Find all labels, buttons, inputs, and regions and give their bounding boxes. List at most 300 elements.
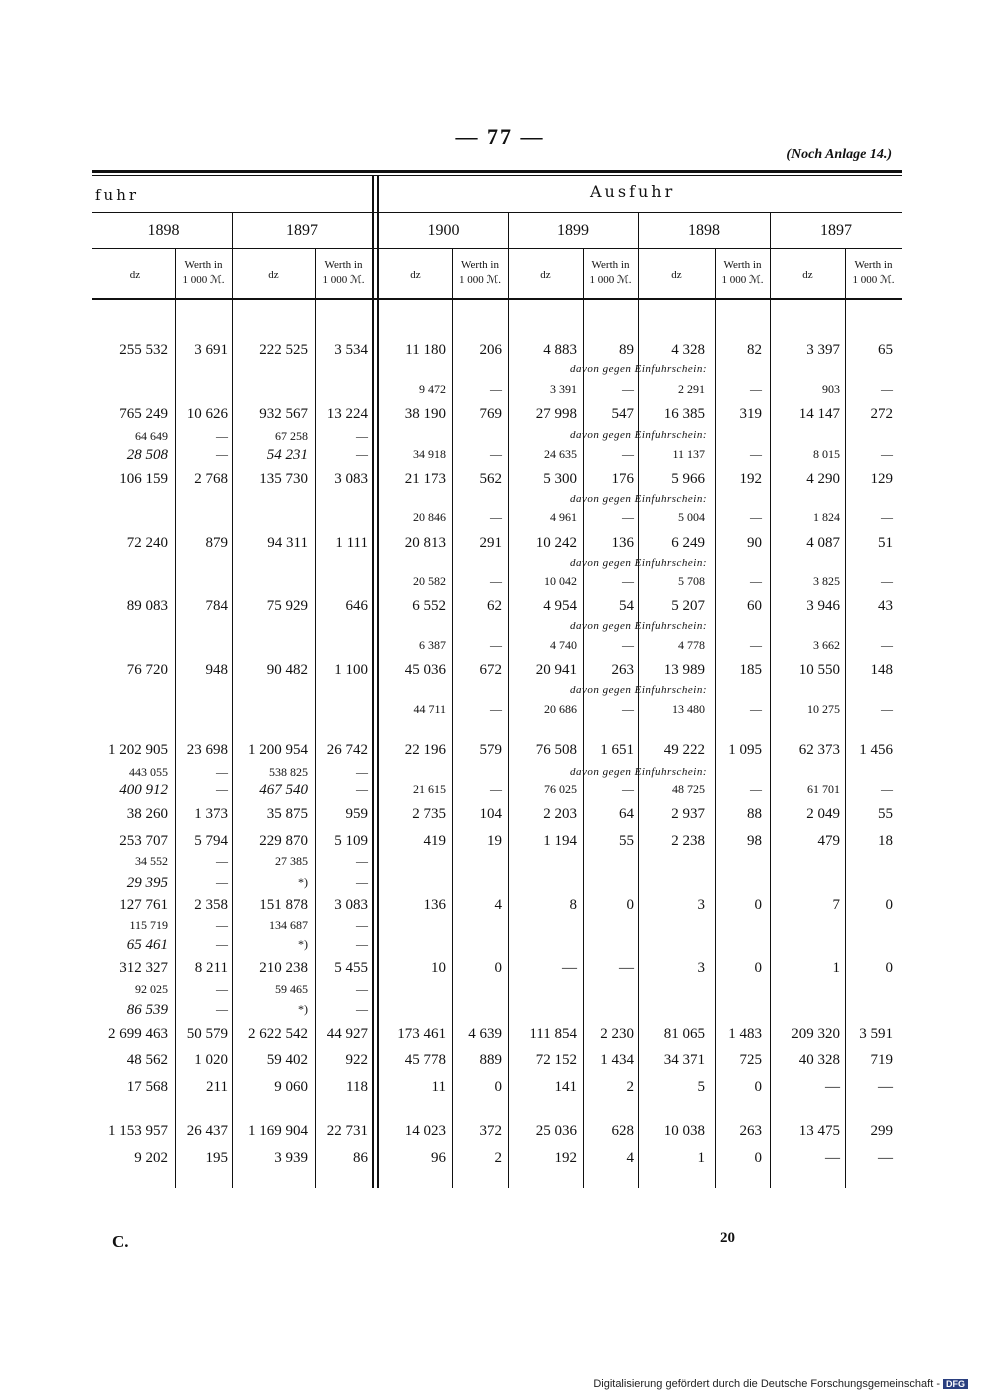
table-cell: 579	[479, 742, 502, 758]
table-cell: 2 768	[194, 471, 228, 487]
table-cell: 59 402	[266, 1052, 308, 1068]
table-cell: 5	[697, 1079, 705, 1095]
table-cell: 45 036	[404, 662, 446, 678]
header-rule	[92, 298, 902, 300]
table-cell: 22 196	[404, 742, 446, 758]
table-cell: 3	[697, 960, 705, 976]
table-cell: 20 941	[535, 662, 577, 678]
signature-mark: C.	[112, 1232, 129, 1251]
table-cell: 206	[479, 342, 502, 358]
subcol-divider	[175, 248, 176, 1188]
table-cell: 419	[423, 833, 446, 849]
table-cell: —	[216, 447, 228, 461]
table-cell: 76 508	[535, 742, 577, 758]
table-cell: 5 966	[671, 471, 705, 487]
table-cell: —	[490, 638, 502, 652]
table-cell: —	[356, 854, 368, 868]
table-cell: 13 224	[326, 406, 368, 422]
table-cell: —	[356, 765, 368, 779]
table-cell: 13 989	[663, 662, 705, 678]
table-cell: 7	[832, 897, 840, 913]
table-cell: 48 725	[672, 782, 705, 796]
table-cell: 72 152	[535, 1052, 577, 1068]
table-cell: 6 552	[412, 598, 446, 614]
table-cell: 255 532	[119, 342, 168, 358]
table-cell: 4 740	[550, 638, 577, 652]
table-cell: 9 472	[419, 382, 446, 396]
table-cell: 9 202	[134, 1150, 168, 1166]
table-cell: —	[356, 875, 368, 889]
table-cell: —	[622, 574, 634, 588]
table-cell: 562	[479, 471, 502, 487]
table-cell: 3 939	[274, 1150, 308, 1166]
table-cell: 148	[870, 662, 893, 678]
table-cell: 135 730	[259, 471, 308, 487]
table-cell: —	[619, 960, 634, 976]
table-cell: 3 391	[550, 382, 577, 396]
table-cell: 1	[832, 960, 840, 976]
digitization-credit: Digitalisierung gefördert durch die Deutsche Forschungsgemeinschaft - DFG	[593, 1378, 968, 1390]
subcol-divider	[583, 248, 584, 1188]
table-cell: 65	[878, 342, 893, 358]
table-cell: 210 238	[259, 960, 308, 976]
table-cell: 719	[870, 1052, 893, 1068]
table-cell: 11 137	[672, 447, 705, 461]
table-cell: 3 083	[334, 471, 368, 487]
import-title: fuhr	[95, 186, 140, 204]
table-cell: 3 825	[813, 574, 840, 588]
table-cell: 272	[870, 406, 893, 422]
table-cell: 1 153 957	[108, 1123, 168, 1139]
table-cell: 0	[754, 960, 762, 976]
table-cell: 27 998	[535, 406, 577, 422]
table-cell: 60	[747, 598, 762, 614]
table-cell: —	[881, 510, 893, 524]
table-cell: 151 878	[259, 897, 308, 913]
table-cell: 55	[619, 833, 634, 849]
table-cell: 784	[205, 598, 228, 614]
year-rule	[92, 248, 902, 249]
table-cell: —	[622, 782, 634, 796]
table-cell: 62 373	[798, 742, 840, 758]
table-cell: 104	[479, 806, 502, 822]
col-divider	[770, 212, 771, 1188]
year-header: 1900	[427, 222, 460, 239]
table-cell: 209 320	[791, 1026, 840, 1042]
table-cell: 3 662	[813, 638, 840, 652]
table-cell: —	[622, 447, 634, 461]
year-header: 1898	[688, 222, 720, 239]
table-cell: 0	[494, 960, 502, 976]
table-cell: 49 222	[663, 742, 705, 758]
table-cell: 89	[619, 342, 634, 358]
table-cell: —	[750, 702, 762, 716]
table-cell: 86 539	[126, 1002, 168, 1018]
table-cell: 0	[754, 1079, 762, 1095]
table-cell: 1 194	[543, 833, 577, 849]
table-cell: 4 639	[468, 1026, 502, 1042]
table-cell: 24 635	[544, 447, 577, 461]
table-cell: 5 207	[671, 598, 705, 614]
table-cell: 20 686	[544, 702, 577, 716]
table-cell: 64	[619, 806, 634, 822]
table-cell: 38 190	[404, 406, 446, 422]
table-cell: 34 371	[663, 1052, 705, 1068]
table-cell: 21 615	[413, 782, 446, 796]
table-cell: 17 568	[126, 1079, 168, 1095]
table-cell: 76 025	[544, 782, 577, 796]
value-column-header: Werth in 1 000 ℳ.	[322, 259, 365, 286]
table-cell: 111 854	[529, 1026, 577, 1042]
table-cell: 2 358	[194, 897, 228, 913]
table-cell: 59 465	[275, 982, 308, 996]
table-cell: —	[750, 382, 762, 396]
table-cell: 6 387	[419, 638, 446, 652]
table-cell: 263	[739, 1123, 762, 1139]
year-header: 1897	[820, 222, 852, 239]
table-cell: 4 954	[543, 598, 577, 614]
table-cell: 769	[479, 406, 502, 422]
table-cell: 72 240	[126, 535, 168, 551]
table-cell: 115 719	[129, 918, 168, 932]
table-cell: 48 562	[126, 1052, 168, 1068]
table-cell: 2	[626, 1079, 634, 1095]
table-cell: 27 385	[275, 854, 308, 868]
table-cell: 0	[494, 1079, 502, 1095]
table-cell: 2 291	[678, 382, 705, 396]
table-cell: 4 778	[678, 638, 705, 652]
davon-note: davon gegen Einfuhrschein:	[570, 684, 708, 696]
table-cell: 26 742	[326, 742, 368, 758]
table-cell: 4 328	[671, 342, 705, 358]
table-cell: 4 290	[806, 471, 840, 487]
title-rule	[92, 212, 902, 213]
table-cell: 253 707	[119, 833, 168, 849]
year-header: 1898	[147, 222, 180, 239]
table-cell: 1 100	[334, 662, 368, 678]
table-cell: 61 701	[807, 782, 840, 796]
table-cell: —	[878, 1150, 893, 1166]
table-cell: 672	[479, 662, 502, 678]
table-cell: —	[881, 447, 893, 461]
table-cell: 0	[885, 960, 893, 976]
table-cell: 479	[817, 833, 840, 849]
table-cell: 90	[747, 535, 762, 551]
table-cell: 192	[554, 1150, 577, 1166]
table-cell: 0	[626, 897, 634, 913]
table-cell: 86	[353, 1150, 368, 1166]
table-cell: 62	[487, 598, 502, 614]
table-cell: —	[881, 382, 893, 396]
table-cell: —	[356, 1002, 368, 1016]
table-cell: 4	[494, 897, 502, 913]
table-cell: 4 961	[550, 510, 577, 524]
divider-right	[377, 176, 379, 1188]
table-cell: —	[490, 510, 502, 524]
table-cell: —	[216, 1002, 228, 1016]
table-cell: 3 946	[806, 598, 840, 614]
table-cell: 2 937	[671, 806, 705, 822]
table-cell: 2 230	[600, 1026, 634, 1042]
dz-column-header: dz	[268, 269, 279, 281]
table-cell: —	[750, 447, 762, 461]
table-cell: 176	[611, 471, 634, 487]
table-cell: 26 437	[186, 1123, 228, 1139]
table-cell: 51	[878, 535, 893, 551]
table-cell: 136	[423, 897, 446, 913]
table-cell: —	[622, 510, 634, 524]
col-divider	[508, 212, 509, 1188]
export-title: Ausfuhr	[590, 182, 676, 201]
col-divider	[232, 212, 233, 1188]
table-cell: 127 761	[119, 897, 168, 913]
table-cell: —	[750, 782, 762, 796]
table-cell: 2 203	[543, 806, 577, 822]
table-cell: —	[881, 638, 893, 652]
table-cell: 45 778	[404, 1052, 446, 1068]
table-cell: 1 434	[600, 1052, 634, 1068]
table-cell: 547	[611, 406, 634, 422]
table-cell: —	[356, 937, 368, 951]
table-cell: 0	[885, 897, 893, 913]
table-cell: 1 020	[194, 1052, 228, 1068]
table-cell: —	[750, 574, 762, 588]
subcol-divider	[315, 248, 316, 1188]
table-cell: 932 567	[259, 406, 308, 422]
table-cell: 5 794	[194, 833, 228, 849]
table-cell: 263	[611, 662, 634, 678]
table-cell: 65 461	[126, 937, 168, 953]
table-cell: 889	[479, 1052, 502, 1068]
year-header: 1899	[557, 222, 589, 239]
top-rule	[92, 170, 902, 173]
table-cell: 23 698	[186, 742, 228, 758]
table-cell: 628	[611, 1123, 634, 1139]
table-cell: 20 813	[404, 535, 446, 551]
table-cell: 6 249	[671, 535, 705, 551]
davon-note: davon gegen Einfuhrschein:	[570, 620, 708, 632]
table-cell: 96	[431, 1150, 446, 1166]
table-cell: 141	[554, 1079, 577, 1095]
dz-column-header: dz	[540, 269, 551, 281]
table-cell: 538 825	[269, 765, 308, 779]
table-cell: 118	[346, 1079, 368, 1095]
table-cell: 20 846	[413, 510, 446, 524]
table-cell: 1 200 954	[248, 742, 308, 758]
table-cell: 134 687	[269, 918, 308, 932]
table-cell: 229 870	[259, 833, 308, 849]
table-cell: 106 159	[119, 471, 168, 487]
table-cell: 43	[878, 598, 893, 614]
table-cell: 89 083	[126, 598, 168, 614]
table-cell: 5 455	[334, 960, 368, 976]
table-cell: 21 173	[404, 471, 446, 487]
table-cell: 211	[206, 1079, 228, 1095]
table-cell: 129	[870, 471, 893, 487]
table-cell: 3 534	[334, 342, 368, 358]
col-divider	[638, 212, 639, 1188]
table-cell: 98	[747, 833, 762, 849]
table-cell: 64 649	[135, 429, 168, 443]
table-cell: 3	[697, 897, 705, 913]
table-cell: 400 912	[119, 782, 168, 798]
table-cell: —	[216, 782, 228, 796]
table-cell: 50 579	[186, 1026, 228, 1042]
table-cell: 879	[205, 535, 228, 551]
table-cell: 19	[487, 833, 502, 849]
table-cell: —	[825, 1150, 840, 1166]
table-cell: 10	[431, 960, 446, 976]
table-cell: —	[216, 982, 228, 996]
table-cell: 40 328	[798, 1052, 840, 1068]
table-cell: 10 275	[807, 702, 840, 716]
table-cell: 14 023	[404, 1123, 446, 1139]
table-cell: 11	[431, 1079, 446, 1095]
divider-left	[372, 176, 374, 1188]
table-cell: 136	[611, 535, 634, 551]
table-cell: 0	[754, 1150, 762, 1166]
table-cell: —	[490, 382, 502, 396]
table-cell: 443 055	[129, 765, 168, 779]
table-cell: 3 591	[859, 1026, 893, 1042]
table-cell: 948	[205, 662, 228, 678]
table-cell: 90 482	[266, 662, 308, 678]
table-cell: —	[750, 638, 762, 652]
table-cell: 903	[822, 382, 840, 396]
table-cell: —	[356, 447, 368, 461]
table-cell: 9 060	[274, 1079, 308, 1095]
table-cell: —	[622, 702, 634, 716]
table-cell: 765 249	[119, 406, 168, 422]
table-cell: —	[216, 875, 228, 889]
table-cell: —	[490, 574, 502, 588]
table-cell: 13 480	[672, 702, 705, 716]
subcol-divider	[452, 248, 453, 1188]
table-cell: 82	[747, 342, 762, 358]
table-cell: 291	[479, 535, 502, 551]
dz-column-header: dz	[129, 269, 141, 281]
table-cell: 54	[619, 598, 634, 614]
table-cell: 5 004	[678, 510, 705, 524]
table-cell: —	[490, 447, 502, 461]
table-cell: 35 875	[266, 806, 308, 822]
table-cell: 29 395	[126, 875, 168, 891]
table-cell: —	[216, 765, 228, 779]
table-cell: 1 095	[728, 742, 762, 758]
table-cell: 2 622 542	[248, 1026, 308, 1042]
table-cell: 34 552	[135, 854, 168, 868]
table-cell: —	[356, 982, 368, 996]
table-cell: —	[750, 510, 762, 524]
table-cell: 94 311	[267, 535, 308, 551]
table-cell: —	[356, 429, 368, 443]
table-cell: 28 508	[126, 447, 168, 463]
table-cell: 5 708	[678, 574, 705, 588]
table-cell: 34 918	[413, 447, 446, 461]
table-cell: 3 397	[806, 342, 840, 358]
table-cell: *)	[298, 1002, 308, 1016]
table-cell: 959	[345, 806, 368, 822]
table-cell: 10 626	[186, 406, 228, 422]
davon-note: davon gegen Einfuhrschein:	[570, 766, 708, 778]
value-column-header: Werth in 1 000 ℳ.	[589, 259, 632, 286]
table-cell: 173 461	[397, 1026, 446, 1042]
table-cell: 54 231	[266, 447, 308, 463]
davon-note: davon gegen Einfuhrschein:	[570, 493, 708, 505]
table-cell: 10 242	[535, 535, 577, 551]
table-cell: 195	[205, 1150, 228, 1166]
table-cell: 4 087	[806, 535, 840, 551]
table-cell: —	[881, 702, 893, 716]
table-cell: 18	[878, 833, 893, 849]
table-cell: —	[878, 1079, 893, 1095]
table-cell: 2 238	[671, 833, 705, 849]
page-number: — 77 —	[455, 124, 545, 149]
davon-note: davon gegen Einfuhrschein:	[570, 557, 708, 569]
table-cell: 20 582	[413, 574, 446, 588]
table-cell: —	[216, 854, 228, 868]
table-cell: 76 720	[126, 662, 168, 678]
table-cell: 1 111	[335, 535, 368, 551]
table-cell: —	[356, 918, 368, 932]
table-cell: 2 735	[412, 806, 446, 822]
table-cell: 88	[747, 806, 762, 822]
table-cell: 319	[739, 406, 762, 422]
dz-column-header: dz	[410, 269, 421, 281]
value-column-header: Werth in 1 000 ℳ.	[721, 259, 764, 286]
top-rule-thin	[92, 175, 902, 176]
table-cell: 3 691	[194, 342, 228, 358]
dz-column-header: dz	[671, 269, 682, 281]
table-cell: 1 483	[728, 1026, 762, 1042]
table-cell: 55	[878, 806, 893, 822]
table-cell: 8	[569, 897, 577, 913]
subcol-divider	[715, 248, 716, 1188]
table-cell: —	[622, 638, 634, 652]
table-cell: —	[490, 782, 502, 796]
table-cell: 92 025	[135, 982, 168, 996]
sheet-number: 20	[720, 1230, 735, 1246]
table-cell: 38 260	[126, 806, 168, 822]
year-header: 1897	[286, 222, 318, 239]
table-cell: 922	[345, 1052, 368, 1068]
table-cell: 1 456	[859, 742, 893, 758]
table-cell: 5 300	[543, 471, 577, 487]
value-column-header: Werth in 1 000 ℳ.	[852, 259, 895, 286]
table-cell: 2 699 463	[108, 1026, 168, 1042]
annex-note: (Noch Anlage 14.)	[786, 147, 892, 162]
table-cell: 5 109	[334, 833, 368, 849]
table-cell: 10 038	[663, 1123, 705, 1139]
table-cell: 1 373	[194, 806, 228, 822]
table-cell: 725	[739, 1052, 762, 1068]
table-cell: 75 929	[266, 598, 308, 614]
table-cell: 14 147	[798, 406, 840, 422]
table-cell: —	[562, 960, 577, 976]
table-cell: 4	[626, 1150, 634, 1166]
value-column-header: Werth in 1 000 ℳ.	[182, 259, 225, 286]
value-column-header: Werth in 1 000 ℳ.	[458, 259, 501, 286]
table-cell: 192	[739, 471, 762, 487]
table-cell: —	[356, 782, 368, 796]
table-cell: 2	[494, 1150, 502, 1166]
table-cell: 10 042	[544, 574, 577, 588]
table-cell: —	[216, 918, 228, 932]
table-cell: 312 327	[119, 960, 168, 976]
table-cell: 25 036	[535, 1123, 577, 1139]
table-cell: 1 651	[600, 742, 634, 758]
table-cell: 1 169 904	[248, 1123, 308, 1139]
